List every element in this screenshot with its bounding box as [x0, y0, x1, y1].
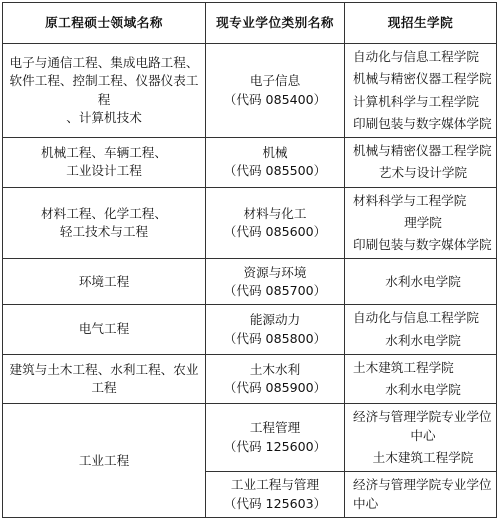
original-field-line: 轻工技术与工程 [59, 223, 149, 239]
category-code: （代码 085400） [223, 91, 327, 107]
original-field-cell [3, 187, 206, 259]
school-cell [345, 472, 497, 518]
enrollment-table [2, 2, 497, 518]
school-name: 计算机科学与工程学院 [353, 93, 479, 109]
table-row [3, 187, 497, 259]
original-field-line: 、计算机技术 [66, 109, 142, 125]
original-field-line: 工业设计工程 [66, 163, 142, 179]
category-code: （代码 125603） [223, 495, 327, 511]
category-name: 电子信息 [249, 73, 301, 89]
school-cell [345, 354, 497, 404]
original-field-cell [3, 44, 206, 138]
table-row [3, 354, 497, 404]
category-cell [206, 472, 345, 518]
school-cell [345, 305, 497, 355]
original-field-line: 软件工程、控制工程、仪器仪表工程 [9, 73, 199, 107]
category-name: 资源与环境 [243, 264, 307, 280]
school-name: 土木建筑工程学院 [353, 359, 454, 375]
original-field-line: 材料工程、化学工程、 [41, 205, 167, 221]
original-field-cell [3, 305, 206, 355]
category-cell [206, 259, 345, 305]
category-cell [206, 305, 345, 355]
school-name: 土木建筑工程学院 [372, 449, 474, 465]
original-field-cell [3, 354, 206, 404]
school-name: 印刷包装与数字媒体学院 [353, 237, 492, 252]
school-name: 材料科学与工程学院 [353, 192, 467, 208]
school-cell [345, 259, 497, 305]
original-field-line: 建筑与土木工程、水利工程、农业 [9, 361, 199, 377]
original-field-line: 环境工程 [78, 273, 130, 289]
category-cell [206, 187, 345, 259]
school-cell [345, 404, 497, 472]
school-name: 中心 [353, 495, 379, 511]
original-field-line: 电气工程 [78, 321, 130, 337]
original-field-cell [3, 259, 206, 305]
category-name: 材料与化工 [243, 205, 307, 221]
school-name: 自动化与信息工程学院 [353, 49, 479, 64]
school-name: 水利水电学院 [385, 382, 461, 397]
table-row [3, 259, 497, 305]
table-row [3, 404, 497, 472]
original-field-line: 机械工程、车辆工程、 [41, 145, 167, 160]
original-field-line: 工业工程 [78, 452, 130, 468]
category-cell [206, 138, 345, 188]
school-name: 艺术与设计学院 [378, 165, 468, 181]
category-cell [206, 354, 345, 404]
header-original-field: 原工程硕士领域名称 [3, 3, 206, 44]
category-code: （代码 125600） [223, 438, 327, 454]
school-cell [345, 187, 497, 259]
category-code: （代码 085600） [223, 223, 327, 239]
school-name: 经济与管理学院专业学位 [353, 477, 492, 493]
table-row [3, 44, 497, 138]
school-name: 中心 [410, 427, 436, 443]
original-field-cell [3, 404, 206, 518]
school-cell [345, 44, 497, 138]
school-name: 机械与精密仪器工程学院 [353, 71, 492, 87]
original-field-line: 工程 [91, 380, 117, 395]
table-row [3, 138, 497, 188]
school-name: 经济与管理学院专业学位 [353, 409, 492, 425]
school-name: 自动化与信息工程学院 [353, 310, 479, 326]
school-name: 机械与精密仪器工程学院 [353, 143, 492, 158]
category-name: 工程管理 [249, 420, 301, 436]
category-name: 工业工程与管理 [230, 477, 320, 493]
school-name: 印刷包装与数字媒体学院 [353, 115, 492, 131]
school-name: 理学院 [404, 214, 442, 230]
category-name: 机械 [262, 145, 288, 160]
header-current-category: 现专业学位类别名称 [206, 3, 345, 44]
category-code: （代码 085500） [223, 163, 327, 179]
table-row [3, 305, 497, 355]
category-code: （代码 085700） [223, 282, 327, 298]
category-cell [206, 44, 345, 138]
category-code: （代码 085900） [223, 380, 327, 395]
category-cell [206, 404, 345, 472]
header-row [3, 3, 497, 44]
original-field-cell [3, 138, 206, 188]
header-school: 现招生学院 [345, 3, 497, 44]
school-cell [345, 138, 497, 188]
category-code: （代码 085800） [223, 330, 327, 346]
category-name: 能源动力 [249, 312, 301, 328]
school-name: 水利水电学院 [385, 332, 461, 348]
school-name: 水利水电学院 [385, 273, 461, 289]
original-field-line: 电子与通信工程、集成电路工程、 [9, 55, 199, 70]
category-name: 土木水利 [249, 361, 301, 377]
